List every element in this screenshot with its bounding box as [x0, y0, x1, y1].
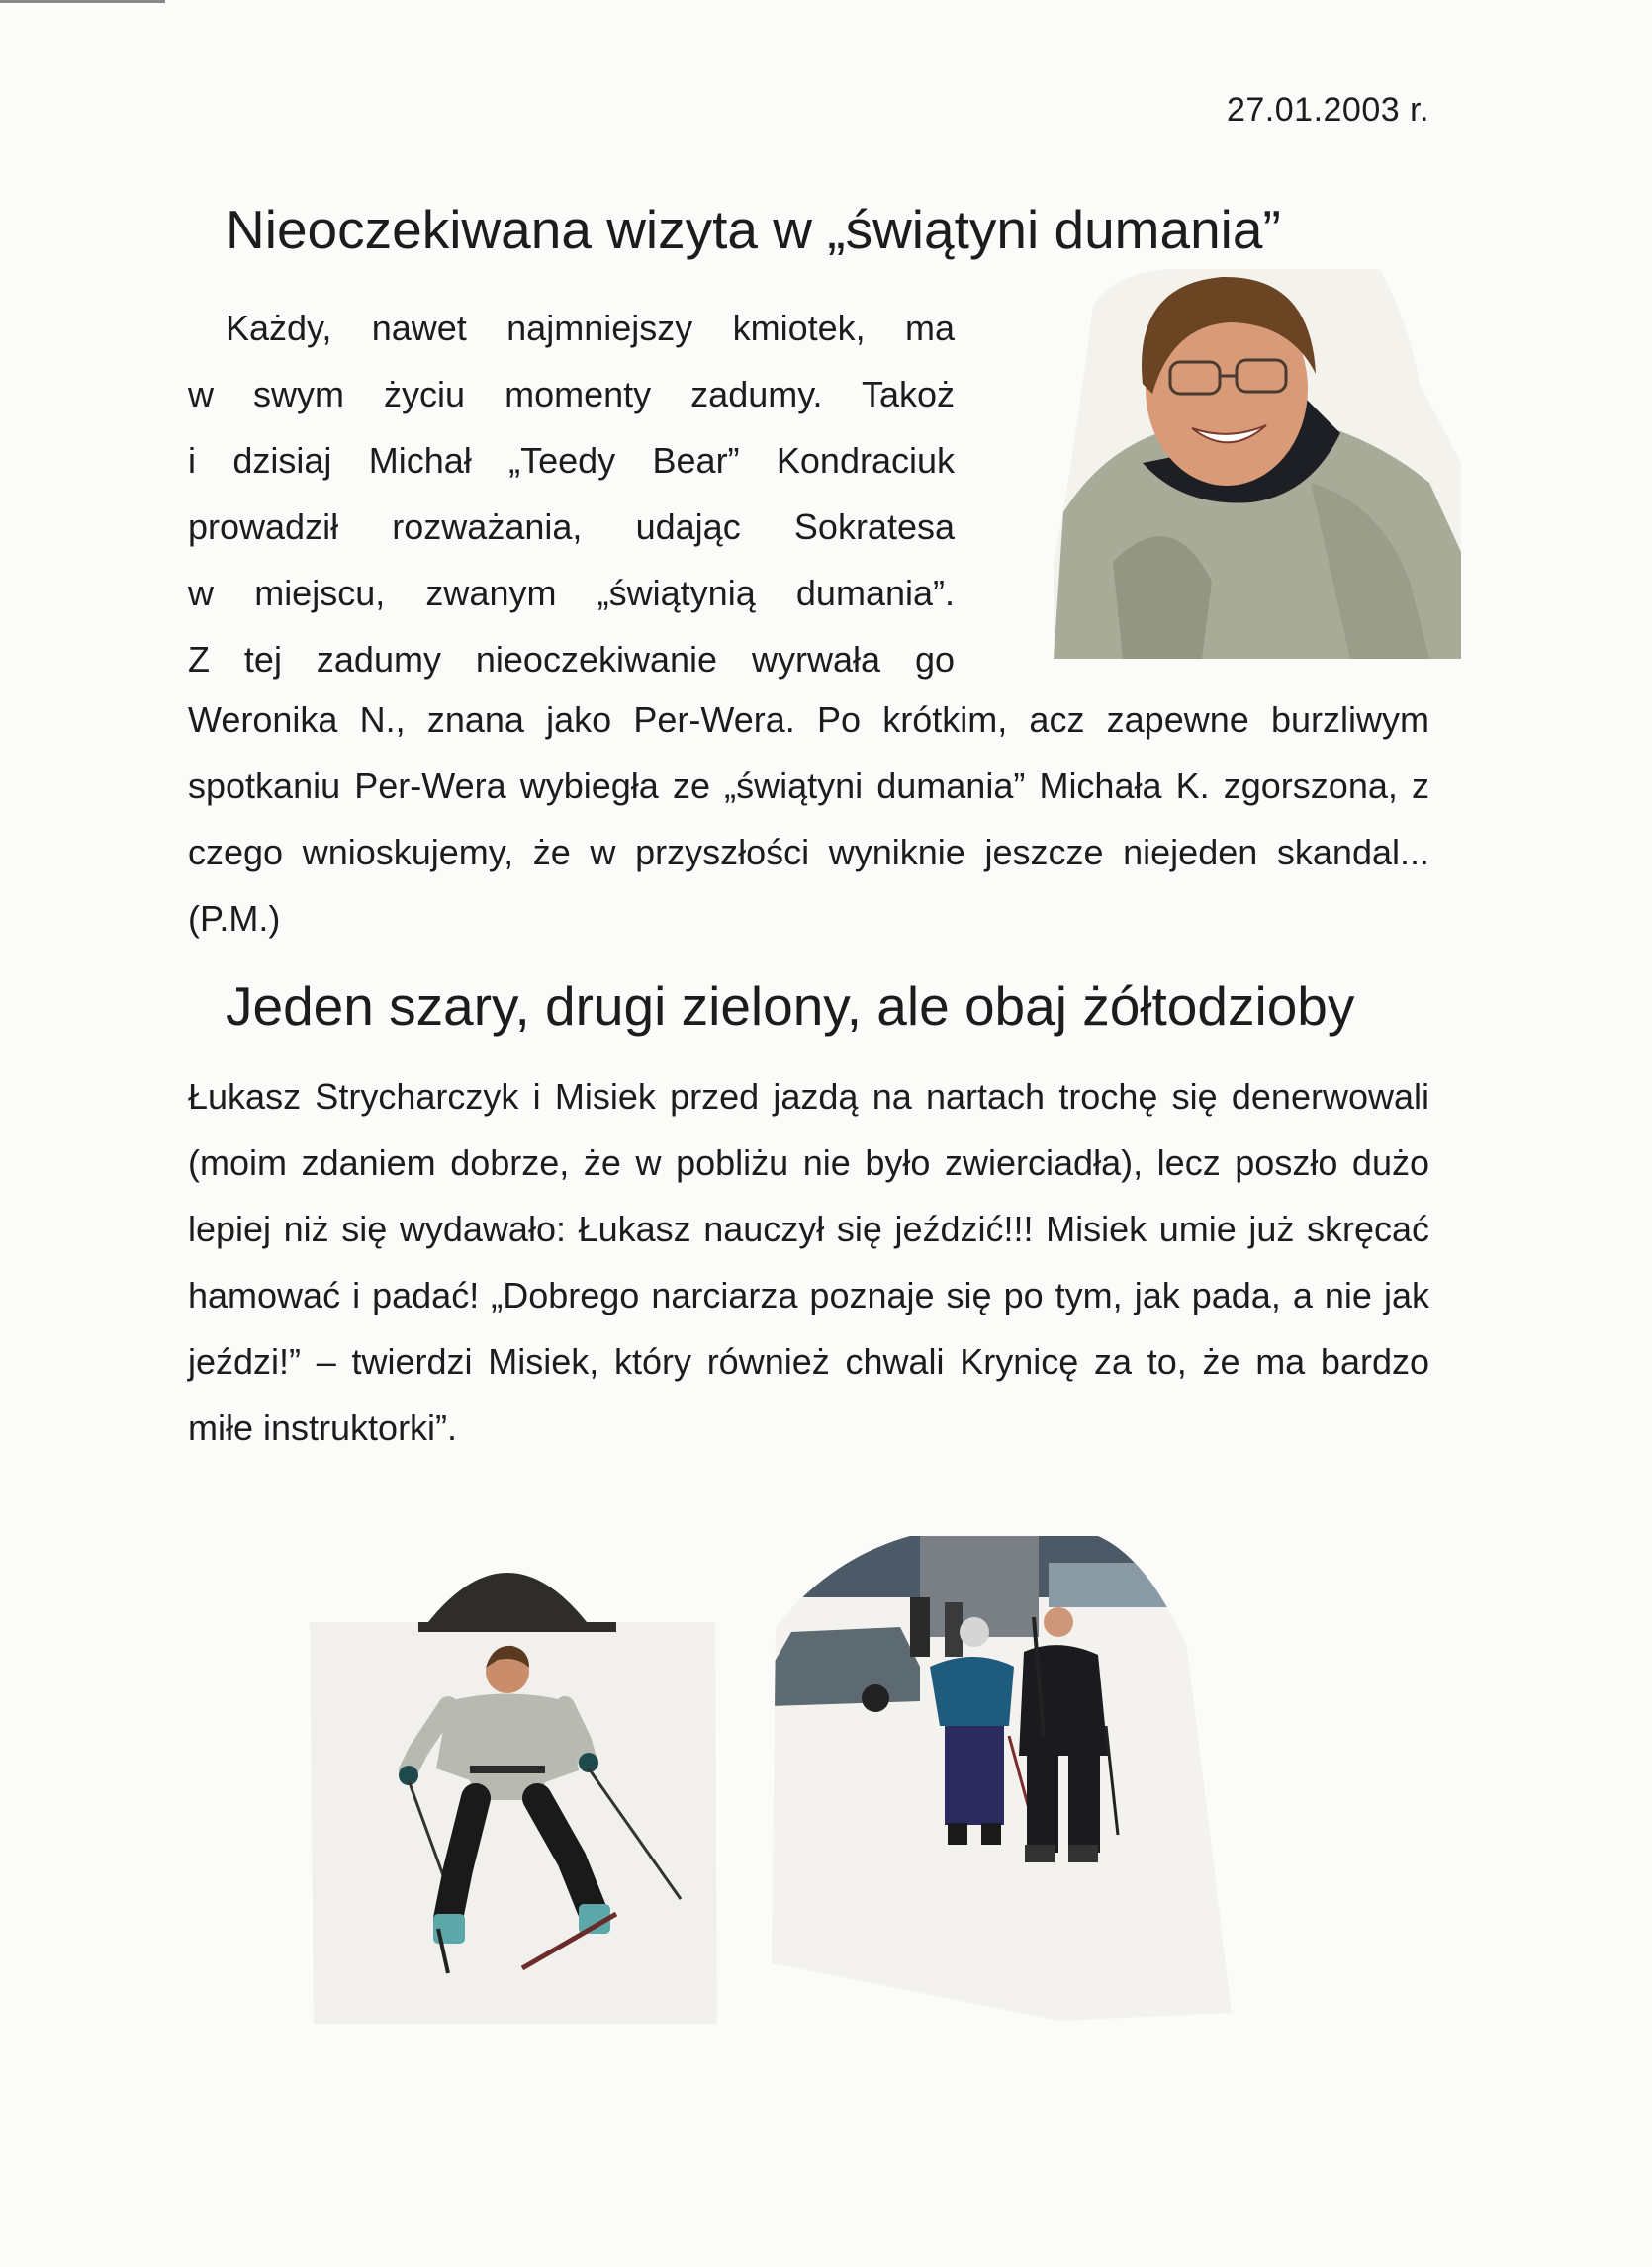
text-line: prowadził rozważania, udając Sokratesa [188, 506, 955, 547]
article-1-text-continued: Weronika N., znana jako Per-Wera. Po krótkim, acz zapewne burzliwym spotkaniu Per-Wera wybiegła ze „świątyni dumania” Michała K. zgorszona, z czego wnioskujemy, że w przyszłości wyniknie jeszcze niejeden skandal... (P.M.) [188, 699, 1429, 939]
portrait-photo [1054, 265, 1469, 661]
text-line: i dzisiaj Michał „Teedy Bear” Kondraciuk [188, 440, 955, 481]
article-2-text: Łukasz Strycharczyk i Misiek przed jazdą na nartach trochę się denerwowali (moim zdaniem dobrze, że w pobliżu nie było zwierciadła), lecz poszło dużo lepiej niż się wydawało: Łukasz nauczył się jeździć!!! Misiek umie już skręcać hamować i padać! „Dobrego narciarza poznaje się po tym, jak pada, a nie jak jeździ!” – twierdzi Misiek, który również chwali Krynicę za to, że ma bardzo miłe instruktorki”. [188, 1076, 1429, 1448]
text-line: w miejscu, zwanym „świątynią dumania”. [188, 573, 955, 613]
article-title-1: Nieoczekiwana wizyta w „świątyni dumania” [226, 199, 1281, 260]
text-line: w swym życiu momenty zadumy. Takoż [188, 374, 955, 414]
date: 27.01.2003 r. [1226, 91, 1429, 129]
skier-photo [310, 1573, 725, 2028]
text-line: Z tej zadumy nieoczekiwanie wyrwała go [188, 639, 955, 680]
article-title-2: Jeden szary, drugi zielony, ale obaj żółtodzioby [226, 975, 1355, 1037]
text-line: Każdy, nawet najmniejszy kmiotek, ma [226, 308, 955, 348]
scan-edge [0, 0, 1652, 3]
article-1-text-beside-photo [188, 295, 955, 692]
two-boys-photo [772, 1528, 1237, 2023]
